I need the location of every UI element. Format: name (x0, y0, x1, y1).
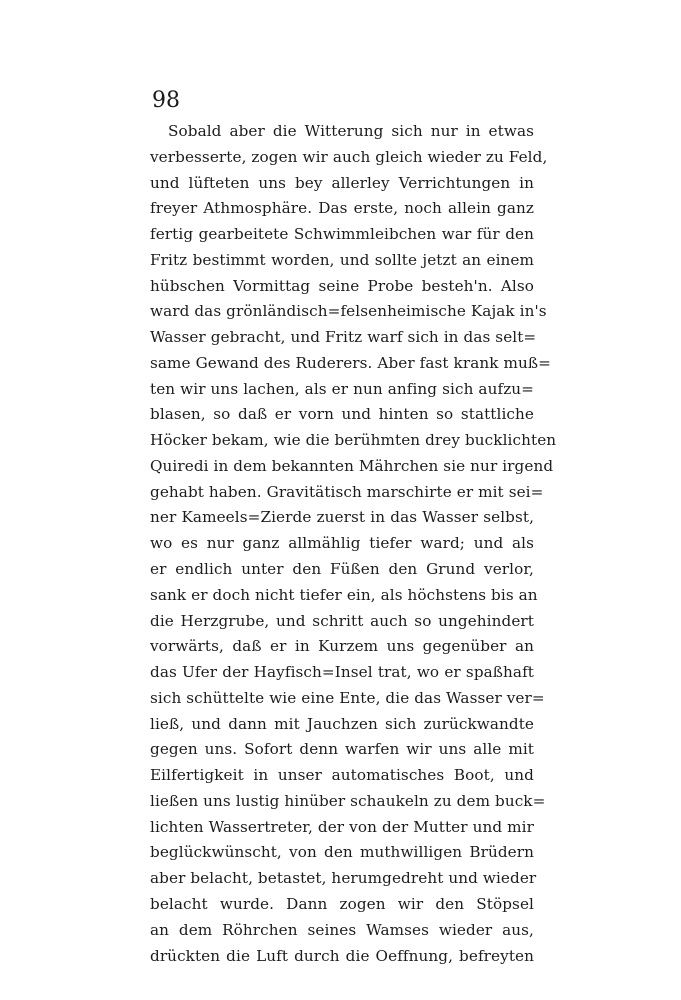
text-line: ward das grönländisch=felsenheimische Kajak in's (150, 302, 547, 321)
text-line: die Herzgrube, und schritt auch so ungehindert (150, 611, 534, 630)
text-line: wo es nur ganz allmählig tiefer ward; und als (150, 534, 534, 553)
text-line: Eilfertigkeit in unser automatisches Boot, und (150, 766, 534, 785)
text-line: gegen uns. Sofort denn warfen wir uns alle mit (150, 740, 534, 759)
text-line: sank er doch nicht tiefer ein, als höchstens bis an (150, 585, 538, 604)
text-line: aber belacht, betastet, herumgedreht und wieder (150, 869, 537, 888)
text-line: beglückwünscht, von den muthwilligen Brüdern (150, 843, 534, 862)
text-line: fertig gearbeitete Schwimmleibchen war für den (150, 225, 534, 244)
text-line: blasen, so daß er vorn und hinten so stattliche (150, 405, 534, 424)
text-line: sich schüttelte wie eine Ente, die das Wasser ver= (150, 688, 545, 707)
text-line: hübschen Vormittag seine Probe besteh'n. Also (150, 276, 534, 295)
text-line: Sobald aber die Witterung sich nur in etwas (168, 122, 534, 140)
text-line: er endlich unter den Füßen den Grund verlor, (150, 560, 534, 579)
text-line: ner Kameels=Zierde zuerst in das Wasser selbst, (150, 508, 534, 527)
text-line: ließen uns lustig hinüber schaukeln zu dem buck= (150, 791, 546, 810)
page-number: 98 (152, 88, 180, 113)
text-line: das Ufer der Hayfisch=Insel trat, wo er spaßhaft (150, 663, 534, 682)
text-line: ließ, und dann mit Jauchzen sich zurückwandte (150, 714, 534, 733)
text-line: same Gewand des Ruderers. Aber fast krank muß= (150, 353, 551, 372)
text-line: an dem Röhrchen seines Wamses wieder aus, (150, 920, 534, 939)
text-line: lichten Wassertreter, der von der Mutter und mir (150, 817, 534, 836)
text-line: ten wir uns lachen, als er nun anfing sich aufzu= (150, 379, 534, 398)
text-line: Wasser gebracht, und Fritz warf sich in das selt= (150, 328, 537, 347)
text-line: vorwärts, daß er in Kurzem uns gegenüber an (150, 637, 534, 656)
text-line: belacht wurde. Dann zogen wir den Stöpsel (150, 894, 534, 913)
text-line: freyer Athmosphäre. Das erste, noch allein ganz (150, 199, 534, 218)
text-line: Fritz bestimmt worden, und sollte jetzt an einem (150, 250, 534, 269)
text-line: Höcker bekam, wie die berühmten drey bucklichten (150, 431, 557, 450)
text-line: gehabt haben. Gravitätisch marschirte er mit sei= (150, 482, 544, 501)
text-line: verbesserte, zogen wir auch gleich wieder zu Feld, (150, 147, 548, 166)
text-line: und lüfteten uns bey allerley Verrichtungen in (150, 173, 534, 192)
text-line: Quiredi in dem bekannten Mährchen sie nur irgend (150, 456, 554, 475)
text-line: drückten die Luft durch die Oeffnung, befreyten (150, 946, 534, 965)
body-text (150, 119, 557, 969)
